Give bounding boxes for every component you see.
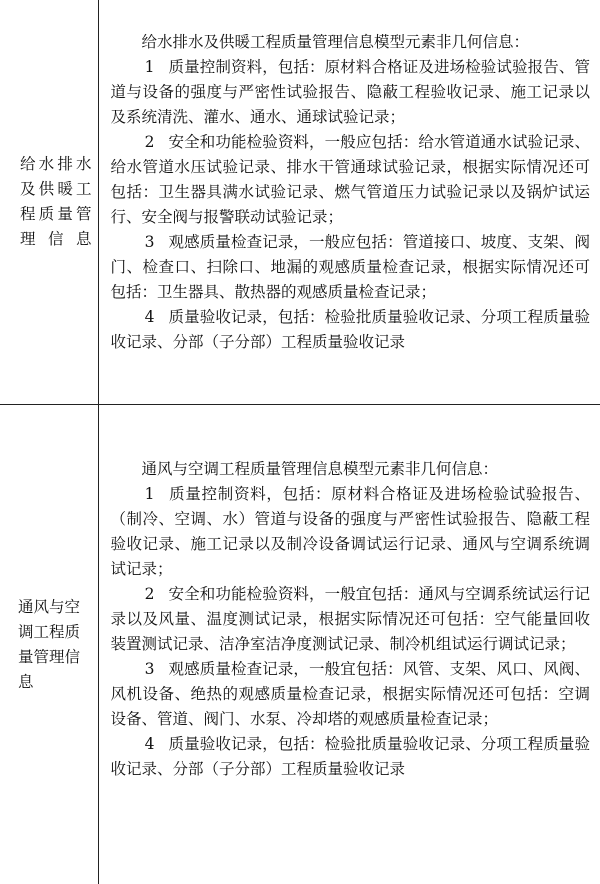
item-number: 4 [144,308,155,326]
list-item [111,305,591,355]
item-number: 1 [144,58,155,76]
row-label-cell [0,405,98,884]
table-row [0,0,600,405]
item-text: 质量验收记录，包括：检验批质量验收记录、分项工程质量验收记录、分部（子分部）工程质量验收记录 [110,308,590,351]
row-label: 通风与空调工程质量管理信息 [18,597,81,691]
row-content-cell [98,0,600,405]
list-item [111,55,591,130]
item-text: 观感质量检查记录，一般应包括：管道接口、坡度、支架、阀门、检查口、扫除口、地漏的观感质量检查记录，根据实际情况还可包括：卫生器具、散热器的观感质量检查记录； [110,233,590,301]
content-intro: 给水排水及供暖工程质量管理信息模型元素非几何信息： [141,33,530,51]
item-number: 2 [144,133,155,151]
item-text: 质量验收记录，包括：检验批质量验收记录、分项工程质量验收记录、分部（子分部）工程质量验收记录 [110,735,590,779]
row-label: 给水排水及供暖工程质量管理信息 [20,155,92,249]
row-content-cell [98,405,600,884]
list-item [111,230,591,305]
table-row [0,405,600,884]
list-item [111,657,591,732]
item-text: 观感质量检查记录，一般宜包括：风管、支架、风口、风阀、风机设备、绝热的观感质量检查记录，根据实际情况还可包括：空调设备、管道、阀门、水泵、冷却塔的观感质量检查记录； [110,660,590,729]
list-item [111,582,591,657]
item-number: 4 [144,735,155,754]
item-number: 1 [144,485,155,504]
item-text: 质量控制资料，包括：原材料合格证及进场检验试验报告、（制冷、空调、水）管道与设备的强度与严密性试验报告、隐蔽工程验收记录、施工记录以及制冷设备调试运行记录、通风与空调系统调试记录； [110,485,590,579]
list-item [111,482,591,582]
content-intro: 通风与空调工程质量管理信息模型元素非几何信息： [141,460,499,479]
item-number: 2 [144,585,155,604]
item-text: 质量控制资料，包括：原材料合格证及进场检验试验报告、管道与设备的强度与严密性试验报告、隐蔽工程验收记录、施工记录以及系统清洗、灌水、通水、通球试验记录； [110,58,590,126]
list-item [111,732,591,782]
item-number: 3 [144,660,155,679]
row-content [99,0,600,355]
item-number: 3 [144,233,155,251]
item-text: 安全和功能检验资料，一般宜包括：通风与空调系统试运行记录以及风量、温度测试记录，根据实际情况还可包括：空气能量回收装置测试记录、洁净室洁净度测试记录、制冷机组试运行调试记录； [110,585,590,654]
row-label-cell [0,0,98,405]
row-content [99,405,600,782]
item-text: 安全和功能检验资料，一般应包括：给水管道通水试验记录、给水管道水压试验记录、排水干管通球试验记录，根据实际情况还可包括：卫生器具满水试验记录、燃气管道压力试验记录以及锅炉试运行、安全阀与报警联动试验记录； [110,133,590,226]
list-item [111,130,591,230]
